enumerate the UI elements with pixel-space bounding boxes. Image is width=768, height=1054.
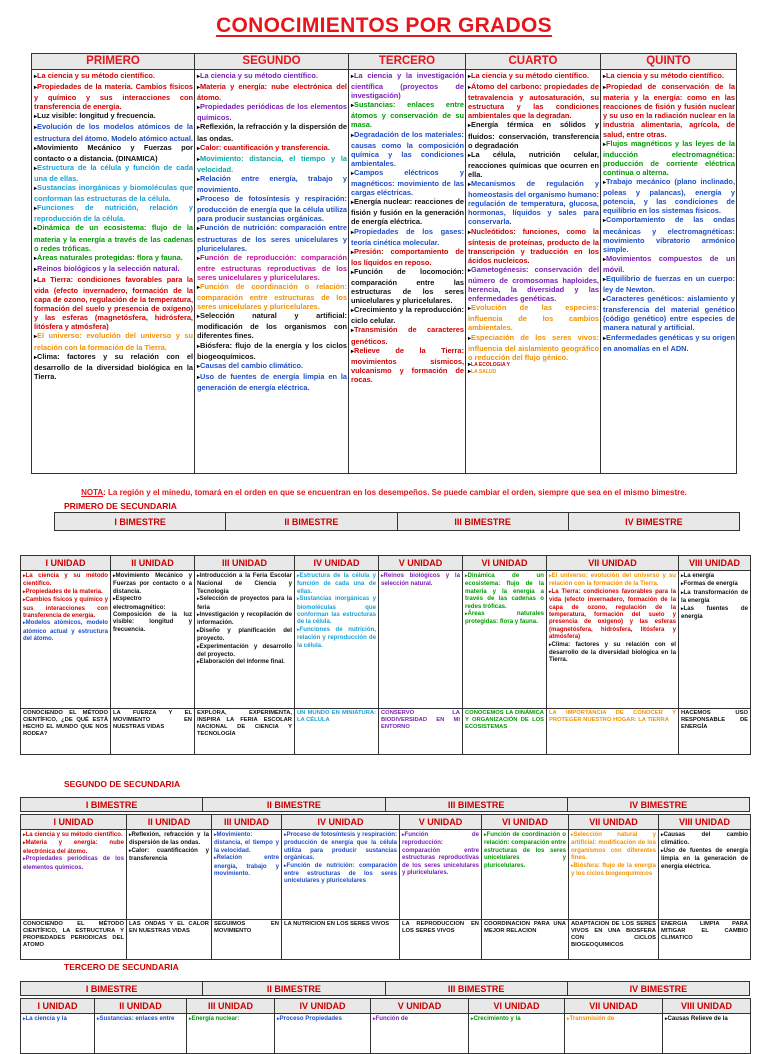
grade-item: ▸ Comportamiento de las ondas mecánicas y electromagnéticas: movimiento vibratorio armónico simple. [603, 215, 735, 253]
tercero-units-table [20, 998, 751, 1054]
s2-unit-header-2: II UNIDAD [127, 815, 212, 830]
grade-item: ▸ Propiedades de los gases: teoría cinética molecular. [351, 227, 464, 247]
primero-bimestre-1: I BIMESTRE [55, 513, 226, 531]
s1-unit-header-7: VII UNIDAD [547, 556, 679, 571]
s3-unit-header-4: IV UNIDAD [275, 999, 371, 1014]
grade-column-1 [32, 70, 195, 474]
s1-unit-header-5: V UNIDAD [379, 556, 463, 571]
s1-unit-project-6: CONOCEMOS LA DINÁMICA Y ORGANIZACIÓN DE LOS ECOSISTEMAS [463, 709, 547, 755]
grade-item: ▸ Enfermedades genéticas y su origen en anomalías en el ADN. [603, 333, 735, 353]
unit-item: ▸ Propiedades de la materia. [23, 588, 108, 596]
unit-item: ▸ Sustancias inorgánicas y biomoléculas que conforman las estructuras de la célula. [297, 595, 376, 626]
grade-column-2 [195, 70, 349, 474]
s2-unit-content-7 [569, 830, 659, 920]
s3-unit-content-3 [187, 1014, 275, 1054]
grade-item: ▸ La célula, nutrición celular, reacciones químicas que ocurren en ella. [468, 150, 599, 179]
grade-item: ▸ Evolución de las especies: influencia de los cambios ambientales. [468, 303, 599, 332]
grade-item: ▸ Degradación de los materiales: causas como la composición química y las condiciones ambientales. [351, 130, 464, 168]
grade-item: ▸ Áreas naturales protegidas: flora y fauna. [34, 253, 193, 264]
tercero-bimestre-3: III BIMESTRE [385, 982, 567, 996]
unit-item: ▸ Experimentación y desarrollo del proyecto. [197, 643, 292, 659]
s2-unit-project-6: COORDINACION PARA UNA MEJOR RELACION [482, 920, 569, 960]
s3-unit-header-6: VI UNIDAD [469, 999, 565, 1014]
s2-unit-project-7: ADAPTACION DE LOS SERES VIVOS EN UNA BIOSFERA CON CICLOS BIOGEOQUIMICOS [569, 920, 659, 960]
grade-item: ▸ Propiedades periódicas de los elementos químicos. [197, 102, 347, 122]
unit-item: ▸ Investigación y recopilación de información. [197, 611, 292, 627]
grade-item: ▸ La ciencia y su método científico. [34, 71, 193, 82]
s2-unit-project-1: CONOCIENDO EL MÉTODO CIENTÍFICO, LA ESTRUCTURA Y PROPIEDADES PERIODICAS DEL ATOMO [21, 920, 127, 960]
grade-item: ▸ Transmisión de caracteres genéticos. [351, 325, 464, 345]
grade-column-4 [466, 70, 601, 474]
segundo-bimestre-2: II BIMESTRE [203, 798, 385, 812]
grade-item: ▸ LA SALUD [468, 369, 599, 376]
unit-item: ▸ Propiedades periódicas de los elementos químicos. [23, 855, 124, 871]
page-title: CONOCIMIENTOS POR GRADOS [216, 14, 552, 37]
grade-item: ▸ Uso de fuentes de energía limpia en la generación de energía eléctrica. [197, 372, 347, 392]
grade-item: ▸ Reflexión, la refracción y la dispersión de las ondas. [197, 122, 347, 142]
s3-unit-content-4 [275, 1014, 371, 1054]
grade-item: ▸ La ciencia y su método científico. [468, 71, 599, 82]
tercero-bimestre-4: IV BIMESTRE [567, 982, 749, 996]
grade-item: ▸ Reinos biológicos y la selección natural. [34, 264, 193, 275]
grade-item: ▸ Función de reproducción: comparación entre estructuras reproductivas de los seres unicelulares y pluricelulares. [197, 253, 347, 282]
unit-item: ▸ El universo: evolución del universo y su relación con la formación de la Tierra. [549, 572, 676, 588]
grade-item: ▸ Propiedades de la materia. Cambios físicos y químico y sus interacciones con transferencia de energía. [34, 82, 193, 111]
grade-item: ▸ Movimiento: distancia, el tiempo y la velocidad. [197, 154, 347, 174]
grade-item: ▸ Sustancias inorgánicas y biomoléculas que conforman las estructuras de la célula. [34, 183, 193, 203]
primero-bimestre-2: II BIMESTRE [226, 513, 397, 531]
unit-item: ▸ Proceso Propiedades [277, 1015, 368, 1023]
tercero-bimestre-1: I BIMESTRE [21, 982, 203, 996]
unit-item: ▸ Formas de energía [681, 580, 748, 588]
unit-item: ▸ Elaboración del informe final. [197, 658, 292, 666]
unit-item: ▸ Sustancias: enlaces entre [97, 1015, 184, 1023]
unit-item: ▸ Biósfera: flujo de la energía y los ciclos biogeoquímicos [571, 862, 656, 878]
segundo-bimestre-3: III BIMESTRE [385, 798, 567, 812]
unit-item: ▸ La ciencia y su método científico. [23, 831, 124, 839]
s1-unit-content-5 [379, 571, 463, 709]
s1-unit-project-5: CONSERVO LA BIODIVERSIDAD EN MI ENTORNO [379, 709, 463, 755]
unit-item: ▸ Función de nutrición: comparación entre estructuras de los seres unicelulares y pluricelulares [284, 862, 397, 885]
s2-unit-content-8 [659, 830, 751, 920]
unit-item: ▸ Movimiento Mecánico y Fuerzas por contacto o a distancia. [113, 572, 192, 595]
s2-unit-content-5 [400, 830, 482, 920]
section-title-primero: PRIMERO DE SECUNDARIA [64, 501, 177, 511]
primero-bimestre-3: III BIMESTRE [397, 513, 568, 531]
grade-column-3 [349, 70, 466, 474]
unit-item: ▸ Cambios físicos y químico y sus interacciones con transferencia de energía. [23, 596, 108, 619]
s1-unit-header-6: VI UNIDAD [463, 556, 547, 571]
s3-unit-header-1: I UNIDAD [21, 999, 95, 1014]
s1-unit-project-3: EXPLORA, EXPERIMENTA, INSPIRA LA FERIA ESCOLAR NACIONAL DE CIENCIA Y TECNOLOGÍA [195, 709, 295, 755]
grade-item: ▸ Caracteres genéticos: aislamiento y transferencia del material genético (código genético) entre especies de manera natural y artificial. [603, 294, 735, 332]
grade-header-3: TERCERO [349, 54, 466, 70]
s2-unit-project-8: ENERGIA LIMPIA PARA MITIGAR EL CAMBIO CLIMATICO [659, 920, 751, 960]
grade-item: ▸ Luz visible: longitud y frecuencia. [34, 111, 193, 122]
unit-item: ▸ Materia y energía: nube electrónica del átomo. [23, 839, 124, 855]
unit-item: ▸ Transmisión de [567, 1015, 660, 1023]
grade-item: ▸ Evolución de los modelos atómicos de la estructura del átomo. Modelo atómico actual. [34, 122, 193, 142]
grade-header-2: SEGUNDO [195, 54, 349, 70]
s1-unit-project-1: CONOCIENDO EL MÉTODO CIENTÍFICO, ¿DE QUÉ ESTÁ HECHO EL MUNDO QUE NOS RODEA? [21, 709, 111, 755]
s1-unit-project-8: HACEMOS USO RESPONSABLE DE ENERGÍA [679, 709, 751, 755]
grade-item: ▸ Energía nuclear: reacciones de fisión y fusión en la generación de energía eléctrica. [351, 197, 464, 226]
section-title-tercero: TERCERO DE SECUNDARIA [64, 962, 179, 972]
s2-unit-project-3: SEGUIMOS EN MOVIMIENTO [212, 920, 282, 960]
s3-unit-content-7 [565, 1014, 663, 1054]
grade-item: ▸ Causas del cambio climático. [197, 361, 347, 372]
grades-summary-table [31, 53, 737, 474]
segundo-units-table [20, 814, 751, 960]
s1-unit-content-7 [547, 571, 679, 709]
s3-unit-header-8: VIII UNIDAD [663, 999, 751, 1014]
s2-unit-header-3: III UNIDAD [212, 815, 282, 830]
grade-item: ▸ Función de coordinación o relación: comparación entre estructuras de los seres unicelulares y pluricelulares. [197, 282, 347, 311]
grade-header-4: CUARTO [466, 54, 601, 70]
grade-item: ▸ Sustancias: enlaces entre átomos y conservación de su masa. [351, 100, 464, 129]
unit-item: ▸ Proceso de fotosíntesis y respiración: producción de energía que la célula utiliza para producir sustancias orgánicas. [284, 831, 397, 862]
unit-item: ▸ Función de [373, 1015, 466, 1023]
unit-item: ▸ Calor: cuantificación y transferencia [129, 847, 209, 863]
s3-unit-content-5 [371, 1014, 469, 1054]
s1-unit-content-8 [679, 571, 751, 709]
s3-unit-header-5: V UNIDAD [371, 999, 469, 1014]
grade-item: ▸ Propiedad de conservación de la materia y la energía: como en las reacciones de fisión y fusión nuclear y su uso en la radiación nuclear en la industria alimentaria, agrícola, de salud, entre otras. [603, 82, 735, 139]
unit-item: ▸ Relación entre energía, trabajo y movimiento. [214, 854, 279, 877]
grade-header-5: QUINTO [601, 54, 737, 70]
unit-item: ▸ Selección de proyectos para la feria [197, 595, 292, 611]
unit-item: ▸ Energía nuclear: [189, 1015, 272, 1023]
grade-column-5 [601, 70, 737, 474]
segundo-bimestre-1: I BIMESTRE [21, 798, 203, 812]
s2-unit-header-1: I UNIDAD [21, 815, 127, 830]
grade-item: ▸ Flujos magnéticos y las leyes de la inducción electromagnética: producción de corriente eléctrica continua o alterna. [603, 139, 735, 177]
s3-unit-content-2 [95, 1014, 187, 1054]
s3-unit-header-7: VII UNIDAD [565, 999, 663, 1014]
grade-item: ▸ El universo: evolución del universo y su relación con la formación de la Tierra. [34, 331, 193, 351]
grade-item: ▸ Crecimiento y la reproducción: ciclo celular. [351, 305, 464, 325]
unit-item: ▸ La ciencia y su método científico. [23, 572, 108, 588]
grade-item: ▸ La ciencia y su método científico. [603, 71, 735, 82]
grade-item: ▸ Movimientos compuestos de un móvil. [603, 254, 735, 274]
tercero-bimestres [20, 981, 750, 996]
s1-unit-content-6 [463, 571, 547, 709]
grade-item: ▸ Materia y energía: nube electrónica del átomo. [197, 82, 347, 102]
s2-unit-content-3 [212, 830, 282, 920]
s2-unit-header-5: V UNIDAD [400, 815, 482, 830]
s2-unit-project-2: LAS ONDAS Y EL CALOR EN NUESTRAS VIDAS [127, 920, 212, 960]
unit-item: ▸ Reflexión, refracción y la dispersión de las ondas. [129, 831, 209, 847]
grade-item: ▸ Mecanismos de regulación y homeostasis del organismo humano: regulación de temperatura, glucosa, hormonas, líquidos y sales para conservarla. [468, 179, 599, 226]
grade-item: ▸ Gametogénesis: conservación del número de cromosomas haploides, herencia, la diversidad y las enfermedades genéticas. [468, 265, 599, 303]
grade-item: ▸ La Tierra: condiciones favorables para la vida (efecto invernadero, formación de la capa de ozono, regulación de la temperatura, formación del suelo y presencia de oxígeno) y las esferas (magnetósfera, hidrósfera, litósfera y atmósfera) [34, 275, 193, 332]
s2-unit-content-2 [127, 830, 212, 920]
s1-unit-header-3: III UNIDAD [195, 556, 295, 571]
s1-unit-content-1 [21, 571, 111, 709]
unit-item: ▸ Causas Relieve de la [665, 1015, 748, 1023]
segundo-bimestres [20, 797, 750, 812]
unit-item: ▸ Diseño y planificación del proyecto. [197, 627, 292, 643]
s3-unit-content-6 [469, 1014, 565, 1054]
s1-unit-content-4 [295, 571, 379, 709]
s1-unit-header-4: IV UNIDAD [295, 556, 379, 571]
s3-unit-content-1 [21, 1014, 95, 1054]
unit-item: ▸ Estructura de la célula y función de cada una de ellas. [297, 572, 376, 595]
unit-item: ▸ Introducción a la Feria Escolar Nacional de Ciencia y Tecnología [197, 572, 292, 595]
unit-item: ▸ Las fuentes de energía [681, 605, 748, 621]
grade-item: ▸ Dinámica de un ecosistema: flujo de la materia y la energía a través de las cadenas o redes tróficas. [34, 223, 193, 252]
unit-item: ▸ Movimiento: distancia, el tiempo y la velocidad. [214, 831, 279, 854]
grade-item: ▸ Funciones de nutrición, relación y reproducción de la célula. [34, 203, 193, 223]
note-text: : La región y el minedu, tomará en el orden en que se encuentran en los desempeños. Se puede cambiar el orden, siempre que sea en el mismo bimestre. [103, 488, 687, 497]
grade-item: ▸ Calor: cuantificación y transferencia. [197, 143, 347, 154]
grade-item: ▸ Nucleótidos: funciones, como la síntesis de proteínas, producto de la transcripción y traducción en los ácidos nucleicos. [468, 227, 599, 265]
grade-item: ▸ Trabajo mecánico (plano inclinado, poleas y palancas), energía y potencia, y las condiciones de equilibrio en los sistemas físicos. [603, 177, 735, 215]
s2-unit-content-6 [482, 830, 569, 920]
grade-item: ▸ La ciencia y la investigación científica (proyectos de investigación) [351, 71, 464, 100]
s2-unit-content-4 [282, 830, 400, 920]
grade-item: ▸ Presión: comportamiento de los líquidos en reposo. [351, 247, 464, 267]
grade-item: ▸ Proceso de fotosíntesis y respiración: producción de energía que la célula utiliza para producir sustancias orgánicas. [197, 194, 347, 223]
grade-header-1: PRIMERO [32, 54, 195, 70]
unit-item: ▸ La transformación de la energía [681, 589, 748, 605]
s3-unit-header-3: III UNIDAD [187, 999, 275, 1014]
grade-item: ▸ Energía térmica en sólidos y fluidos: conservación, transferencia o degradación [468, 120, 599, 149]
s1-unit-header-8: VIII UNIDAD [679, 556, 751, 571]
grade-item: ▸ Relación entre energía, trabajo y movimiento. [197, 174, 347, 194]
unit-item: ▸ Crecimiento y la [471, 1015, 562, 1023]
note [0, 488, 768, 497]
grade-item: ▸ Movimiento Mecánico y Fuerzas por contacto o a distancia. (DINAMICA) [34, 143, 193, 163]
s1-unit-header-1: I UNIDAD [21, 556, 111, 571]
unit-item: ▸ Espectro electromagnético: Composición de la luz visible: longitud y frecuencia. [113, 595, 192, 633]
s1-unit-project-2: LA FUERZA Y EL MOVIMIENTO EN NUESTRAS VIDAS [111, 709, 195, 755]
unit-item: ▸ Función de coordinación o relación: comparación entre estructuras de los seres unicelulares y pluricelulares. [484, 831, 566, 869]
section-title-segundo: SEGUNDO DE SECUNDARIA [64, 779, 181, 789]
grade-item: ▸ Especiación de los seres vivos: influencia del aislamiento geográfico o reducción del flujo génico. [468, 333, 599, 362]
primero-bimestre-4: IV BIMESTRE [568, 513, 739, 531]
s3-unit-header-2: II UNIDAD [95, 999, 187, 1014]
grade-item: ▸ Equilibrio de fuerzas en un cuerpo: ley de Newton. [603, 274, 735, 294]
s2-unit-header-6: VI UNIDAD [482, 815, 569, 830]
grade-item: ▸ Clima: factores y su relación con el desarrollo de la diversidad biológica en la Tierra. [34, 352, 193, 381]
s1-unit-content-2 [111, 571, 195, 709]
grade-item: ▸ Selección natural y artificial: modificación de los organismos con diferentes fines. [197, 311, 347, 340]
unit-item: ▸ Uso de fuentes de energía limpia en la generación de energía eléctrica. [661, 847, 748, 870]
unit-item: ▸ Función de reproducción: comparación entre estructuras reproductivas de los seres unicelulares y pluricelulares. [402, 831, 479, 876]
grade-item: ▸ Relieve de la Tierra: movimientos sísmicos, vulcanismo y formación de rocas. [351, 346, 464, 384]
grade-item: ▸ Átomo del carbono: propiedades de tetravalencia y autosaturación, su estructura y las condiciones ambientales que la degradan. [468, 82, 599, 120]
unit-item: ▸ Áreas naturales protegidas: flora y fauna. [465, 610, 544, 626]
primero-bimestres [54, 512, 740, 531]
grade-item: ▸ Estructura de la célula y función de cada una de ellas. [34, 163, 193, 183]
grade-item: ▸ LA ECOLOGIA Y [468, 362, 599, 369]
s2-unit-header-7: VII UNIDAD [569, 815, 659, 830]
note-label: NOTA [81, 488, 104, 497]
s2-unit-header-4: IV UNIDAD [282, 815, 400, 830]
s1-unit-project-7: LA IMPORTANCIA DE CONOCER Y PROTEGER NUESTRO HOGAR: LA TIERRA [547, 709, 679, 755]
s1-unit-header-2: II UNIDAD [111, 556, 195, 571]
grade-item: ▸ Biósfera: flujo de la energía y los ciclos biogeoquímicos. [197, 341, 347, 361]
unit-item: ▸ Selección natural y artificial: modificación de los organismos con diferentes fines. [571, 831, 656, 862]
grade-item: ▸ Función de locomoción: comparación entre las estructuras de los seres unicelulares y pluricelulares. [351, 267, 464, 305]
grade-item: ▸ La ciencia y su método científico. [197, 71, 347, 82]
s2-unit-project-5: LA REPRODUCCION EN LOS SERES VIVOS [400, 920, 482, 960]
s1-unit-content-3 [195, 571, 295, 709]
unit-item: ▸ Clima: factores y su relación con el desarrollo de la diversidad biológica en la Tierra. [549, 641, 676, 664]
unit-item: ▸ Causas del cambio climático. [661, 831, 748, 847]
s2-unit-content-1 [21, 830, 127, 920]
s2-unit-project-4: LA NUTRICION EN LOS SERES VIVOS [282, 920, 400, 960]
s1-unit-project-4: UN MUNDO EN MINIATURA: LA CÉLULA [295, 709, 379, 755]
s3-unit-content-8 [663, 1014, 751, 1054]
grade-item: ▸ Campos eléctricos y magnéticos: movimiento de las cargas eléctricas. [351, 168, 464, 197]
unit-item: ▸ La Tierra: condiciones favorables para la vida (efecto invernadero, formación de la capa de ozono, regulación de la temperatura, formación del suelo y presencia de oxígeno) y las esferas (magnetósfera, hidrósfera, litósfera y atmósfera) [549, 588, 676, 641]
primero-units-table [20, 555, 751, 755]
s2-unit-header-8: VIII UNIDAD [659, 815, 751, 830]
unit-item: ▸ Funciones de nutrición, relación y reproducción de la célula. [297, 626, 376, 649]
unit-item: ▸ Modelos atómicos, modelo atómico actual y estructura del átomo. [23, 619, 108, 642]
unit-item: ▸ Dinámica de un ecosistema: flujo de la materia y la energía a través de las cadenas o redes tróficas. [465, 572, 544, 610]
segundo-bimestre-4: IV BIMESTRE [567, 798, 749, 812]
unit-item: ▸ La energía [681, 572, 748, 580]
unit-item: ▸ La ciencia y la [23, 1015, 92, 1023]
grade-item: ▸ Función de nutrición: comparación entre estructuras de los seres unicelulares y pluricelulares. [197, 223, 347, 252]
tercero-bimestre-2: II BIMESTRE [203, 982, 385, 996]
unit-item: ▸ Reinos biológicos y la selección natural. [381, 572, 460, 588]
